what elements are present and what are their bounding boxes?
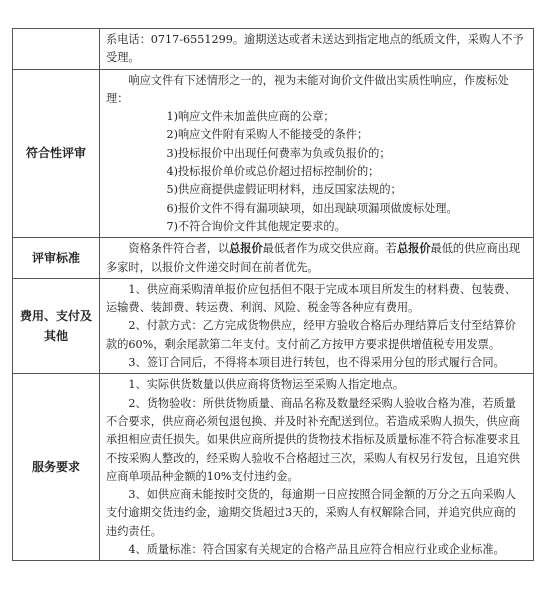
service-cell [100,374,534,561]
criteria-text [106,240,527,277]
service-para: 4、质量标准：符合国家有关规定的合格产品且应符合相应行业或企业标准。 [128,543,505,557]
compliance-item: 5)供应商提供虚假证明材料，违反国家法规的； [166,183,402,197]
requirements-table [12,28,534,561]
criteria-bold1: 总报价 [229,242,263,256]
fees-cell [100,278,534,373]
compliance-item: 6)报价文件不得有漏项缺项，如出现缺项漏项做废标处理。 [166,201,458,215]
row-label-empty [13,29,100,70]
criteria-part2: 最低者作为成交供应商。若 [262,242,397,256]
criteria-part3: 最低的供应商出现多家时，以报价文件递交时间在前者优先。 [106,242,521,274]
fees-para: 1、供应商采购清单报价应包括但不限于完成本项目所发生的材料费、包装费、运输费、装卸费、转运费、利润、风险、税金等各种应有费用。 [106,282,516,315]
fees-para: 3、签订合同后，不得将本项目进行转包，也不得采用分包的形式履行合同。 [128,356,505,370]
compliance-item: 3)投标报价中出现任何费率为负或负报价的； [166,146,391,160]
compliance-item: 4)投标报价单价或总价超过招标控制价的； [166,165,380,179]
fees-para: 2、付款方式：乙方完成货物供应，经甲方验收合格后办理结算后支付至结算价款的60%，剩余尾款第二年支付。支付前乙方按甲方要求提供增值税专用发票。 [106,319,516,351]
table-row [13,278,534,373]
row-label-criteria: 评审标准 [13,238,100,279]
contact-text: 系电话：0717-6551299。逾期送达或者未送达到指定地点的纸质文件，采购人不予受理。 [106,33,524,65]
criteria-cell [100,238,534,279]
service-para: 2、货物验收：所供货物质量、商品名称及数量经采购人验收合格为准，若质量不合要求，供应商必须包退包换、并及时补充配送到位。若造成采购人损失，供应商承担相应责任损失。如果供应商所提供的货物技术指标及质量标准不符合标准要求且不按采购人整改的，经采购人验收不合格超过三次，采购人有权另行发包，且追究供应商单项品种金额的10%支付违约金。 [106,396,520,483]
compliance-item: 7)不符合询价文件其他规定要求的。 [166,219,346,233]
compliance-item: 2)响应文件附有采购人不能接受的条件； [166,128,369,142]
service-para: 3、如供应商未能按时交货的，每逾期一日应按照合同金额的万分之五向采购人支付逾期交货违约金，逾期交货超过3天的，采购人有权解除合同，并追究供应商的违约责任。 [106,488,516,538]
table-row [13,29,534,70]
table-row [13,69,534,238]
row-label-compliance: 符合性评审 [13,69,100,238]
contact-cell [100,29,534,70]
service-para: 1、实际供货数量以供应商将货物运至采购人指定地点。 [128,378,405,392]
compliance-item: 1)响应文件未加盖供应商的公章； [166,110,335,124]
compliance-intro: 响应文件有下述情形之一的，视为未能对询价文件做出实质性响应，作废标处理： [106,73,509,105]
table-row [13,238,534,279]
compliance-cell [100,69,534,238]
row-label-service: 服务要求 [13,374,100,561]
row-label-fees: 费用、支付及其他 [13,278,100,373]
table-row [13,374,534,561]
criteria-part1: 资格条件符合者，以 [128,242,230,256]
criteria-bold2: 总报价 [396,242,431,256]
